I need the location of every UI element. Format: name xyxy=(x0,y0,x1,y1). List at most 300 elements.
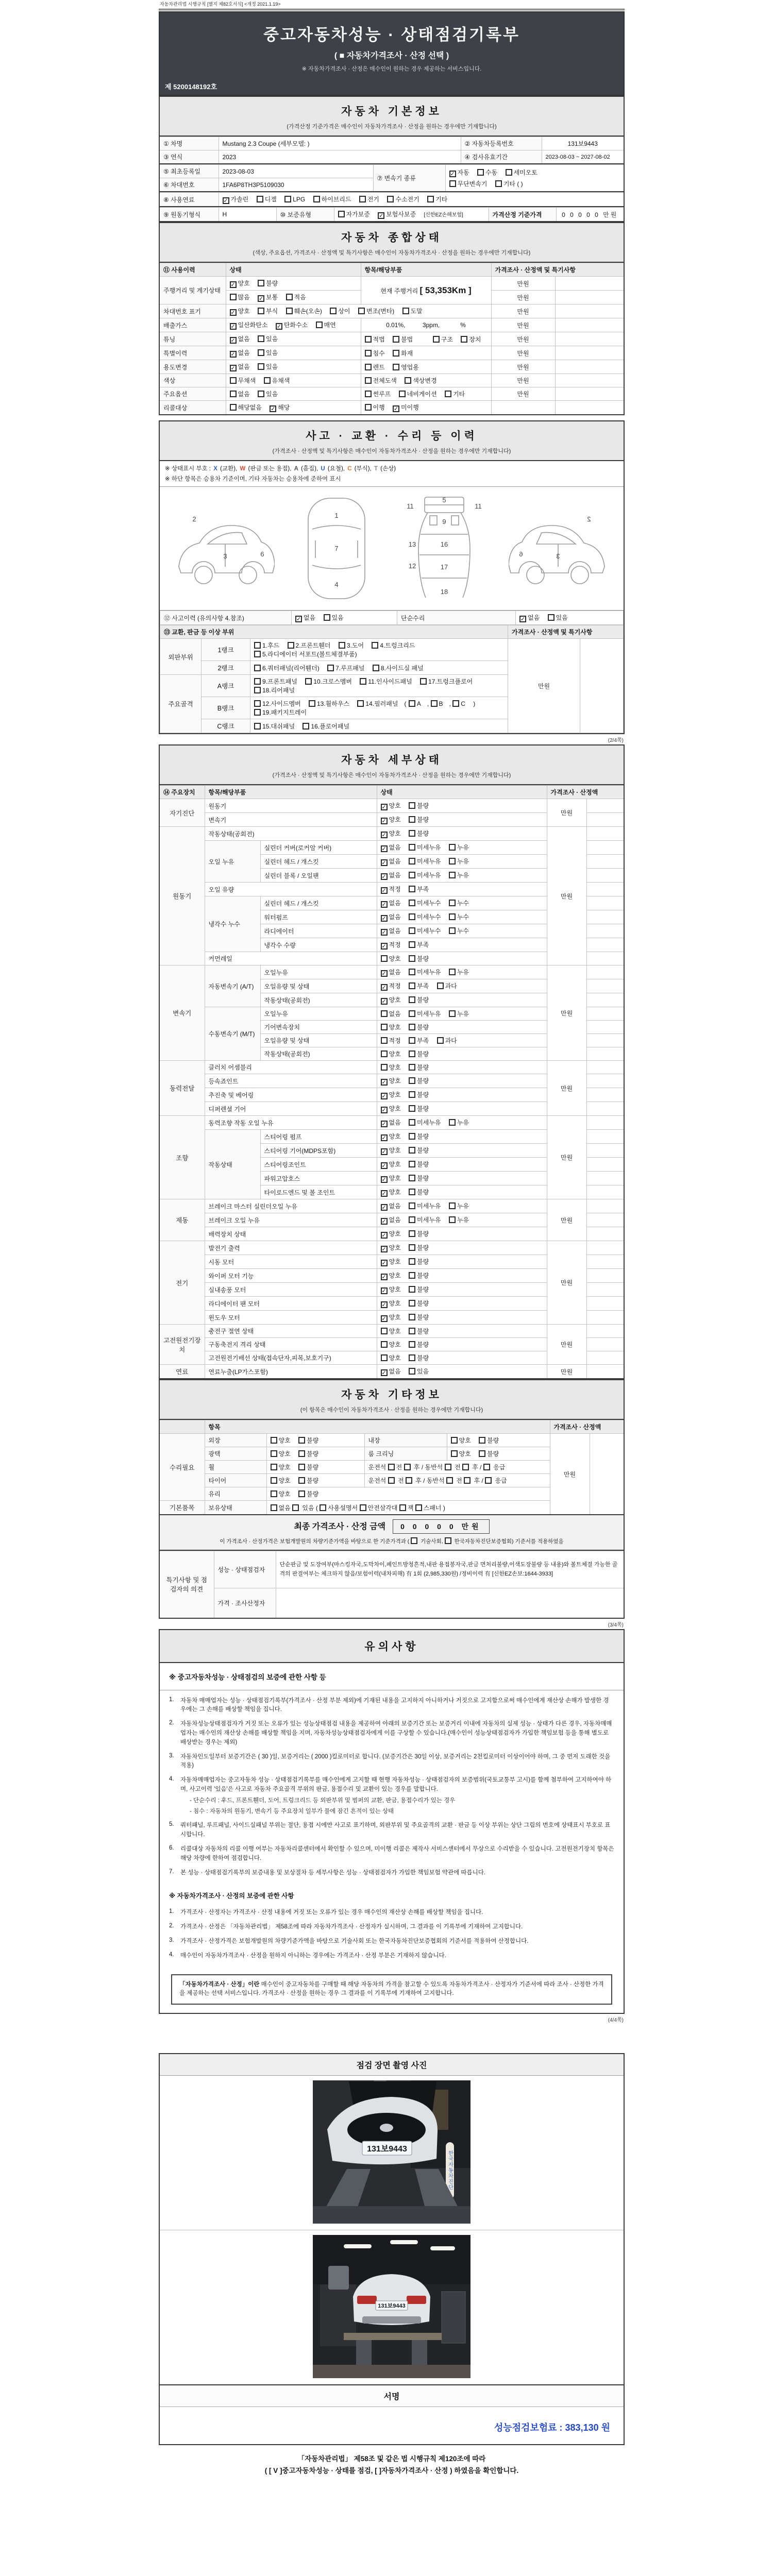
notices-subtitle-a: ※ 중고자동차성능 · 상태점검의 보증에 관한 사항 등 xyxy=(160,1663,624,1690)
checkbox-checked-icon: ✓ xyxy=(381,804,386,810)
option[interactable]: 불량 xyxy=(479,1450,499,1458)
detail-row: 구동축전지 격리 상태 양호 불량 xyxy=(159,1338,624,1351)
checked-option[interactable]: ✓ 양호 xyxy=(381,1077,401,1086)
notice-item: 4. 매수인이 자동차가격조사 · 산정을 원하지 아니하는 경우에는 가격조사 · 산정 부분은 기재하지 않습니다. xyxy=(169,1951,446,1959)
detail-row: 오일유량 및 상태 ✓ 적정 부족 과다 xyxy=(159,979,624,993)
checked-option[interactable]: ✓ 일산화탄소 xyxy=(230,321,268,330)
option[interactable]: 불량 xyxy=(298,1464,319,1471)
opinion-inspector-row: 특기사항 및 점검자의 의견 성능 · 상태점검자 단순판금 및 도장여부(마스킹자국,도막차이,페인트방청흔적,내판 용접봉자국,판금 면처리불량,이색도장불량 등 내용)와 볼트체결 가능한 골격의 판결여부는 체크하지 않음/보험이력(내차피해) 有 1회 (2,985,330원) /정비이력 有 [신한EZ손보:1644-3933] xyxy=(159,1551,624,1588)
checkbox-empty-icon xyxy=(271,1464,277,1470)
checkbox-empty-icon xyxy=(409,1077,415,1084)
option[interactable]: 3.도어 xyxy=(339,642,364,649)
checkbox-empty-icon xyxy=(464,1477,470,1484)
option[interactable]: 양호 xyxy=(381,1050,401,1058)
checked-option[interactable]: ✓ 양호 xyxy=(381,1314,401,1322)
option[interactable]: 8.사이드실 패널 xyxy=(373,665,424,672)
checkbox-empty-icon xyxy=(409,1189,415,1195)
option[interactable]: 상이 xyxy=(330,308,350,315)
checkbox-empty-icon xyxy=(409,1258,415,1265)
option[interactable]: 7.루프패널 xyxy=(327,665,365,672)
checkbox-empty-icon xyxy=(409,982,415,989)
option[interactable]: 불량 xyxy=(409,1024,429,1031)
basic-info-table-2 xyxy=(159,164,625,192)
option[interactable]: 누유 xyxy=(449,1202,469,1210)
checked-option[interactable]: ✓ 가솔린 xyxy=(223,196,249,204)
option[interactable]: 15.대쉬패널 xyxy=(254,723,295,730)
option[interactable]: 디젤 xyxy=(257,196,277,203)
option[interactable]: 수동 xyxy=(477,169,498,176)
option[interactable]: 양호 xyxy=(271,1450,291,1458)
option[interactable]: 양호 xyxy=(381,1328,401,1335)
option[interactable]: 누유 xyxy=(449,858,469,865)
option[interactable]: B xyxy=(431,700,444,707)
option[interactable]: 전기 xyxy=(359,196,380,203)
option[interactable]: LPG xyxy=(284,196,306,203)
option[interactable]: 부족 xyxy=(409,886,429,893)
checked-option[interactable]: ✓ 없음 xyxy=(381,913,401,922)
checkbox-empty-icon xyxy=(365,391,372,397)
checkbox-empty-icon xyxy=(365,350,372,357)
detail-row: 오일유량 및 상태 적정 부족 과다 xyxy=(159,1034,624,1047)
rank-row: 주요골격 A랭크 9.프론트패널 10.크로스멤버 11.인사이드패널 17.트렁크플로어 18.리어패널 xyxy=(160,675,624,697)
option[interactable]: 불량 xyxy=(409,1341,429,1348)
option[interactable]: 불량 xyxy=(409,1133,429,1140)
checked-option[interactable]: ✓ 양호 xyxy=(381,1286,401,1294)
option[interactable]: 양호 xyxy=(451,1437,472,1444)
option[interactable]: 불량 xyxy=(409,996,429,1004)
checked-option[interactable]: ✓ 없음 xyxy=(520,614,540,622)
detail-row: 변속기 자동변속기 (A/T) 오일누유 ✓ 없음 미세누유 누유 만원 xyxy=(159,965,624,979)
option[interactable]: 양호 xyxy=(381,1064,401,1071)
option[interactable]: 불량 xyxy=(409,1175,429,1182)
checkbox-checked-icon: ✓ xyxy=(381,888,386,894)
option[interactable]: 불량 xyxy=(409,1161,429,1168)
option[interactable]: 불량 xyxy=(409,1105,429,1112)
option[interactable]: 미세누유 xyxy=(409,858,441,865)
option[interactable]: 미세누유 xyxy=(409,1119,441,1126)
option[interactable]: 불량 xyxy=(409,1314,429,1321)
option[interactable]: 있음 xyxy=(324,614,344,621)
checkbox-checked-icon: ✓ xyxy=(394,406,399,412)
checked-option[interactable]: ✓ 양호 xyxy=(381,802,401,810)
checkbox-empty-icon xyxy=(449,1202,456,1209)
checkbox-empty-icon xyxy=(359,196,366,202)
checked-option[interactable]: ✓ 양호 xyxy=(381,1147,401,1155)
checked-option[interactable]: ✓ 없음 xyxy=(230,335,250,344)
checkbox-empty-icon xyxy=(309,700,315,707)
option[interactable]: 불량 xyxy=(409,1230,429,1238)
checked-option[interactable]: ✓ 양호 xyxy=(381,1175,401,1183)
detail-row: 전기 발전기 출력 ✓ 양호 불량 만원 xyxy=(159,1241,624,1255)
option[interactable]: 19.패키지트레이 xyxy=(254,709,307,716)
option[interactable]: 12.사이드멤버 xyxy=(254,700,301,707)
svg-text:6: 6 xyxy=(519,550,523,558)
legend-symbol: T xyxy=(374,466,378,472)
option[interactable]: 렌트 xyxy=(365,364,385,371)
checkbox-empty-icon xyxy=(409,1037,415,1044)
checked-option[interactable]: ✓ 양호 xyxy=(381,1244,401,1252)
option[interactable]: C xyxy=(452,700,466,707)
checkbox-empty-icon xyxy=(381,1328,388,1334)
checked-option[interactable]: ✓ 없음 xyxy=(381,1202,401,1211)
checked-option[interactable]: ✓ 양호 xyxy=(381,1258,401,1266)
checkbox-empty-icon xyxy=(381,1024,388,1030)
accident-row: ⑫ 사고이력 (유의사항 4.참조) ✓ 없음 있음 단순수리 ✓ 없음 있음 xyxy=(160,611,624,625)
checked-option[interactable]: ✓ 적정 xyxy=(381,886,401,894)
row-year: ③ 연식 2023 ④ 검사유효기간 2023-08-03 ~ 2027-08-02 xyxy=(159,150,624,164)
option[interactable]: 미세누유 xyxy=(409,969,441,976)
option[interactable]: 네비게이션 xyxy=(399,391,438,398)
option[interactable]: 누유 xyxy=(449,1119,469,1126)
option[interactable]: 화재 xyxy=(393,350,413,357)
overall-row-emission: 배출가스 ✓ 일산화탄소 ✓ 탄화수소 매연 0.01%, 3ppm, % 만원 xyxy=(159,318,624,332)
option[interactable]: 무단변속기 xyxy=(449,180,488,188)
option[interactable]: 영업용 xyxy=(393,364,419,371)
option[interactable]: 미세누수 xyxy=(409,927,441,935)
checkbox-empty-icon xyxy=(271,1477,277,1484)
option[interactable]: 수소전기 xyxy=(387,196,419,203)
option[interactable]: 기타 xyxy=(427,196,448,203)
document-title-band xyxy=(159,11,625,96)
option[interactable]: 4.트렁크리드 xyxy=(372,642,415,649)
checked-option[interactable]: ✓ 양호 xyxy=(381,1189,401,1197)
option[interactable]: 있음 xyxy=(548,614,568,621)
svg-text:3: 3 xyxy=(223,552,227,560)
option[interactable]: 6.쿼터패널(리어휀더) xyxy=(254,665,320,672)
option[interactable]: 불량 xyxy=(409,1272,429,1279)
detail-row: 연료 연료누출(LP가스포함) ✓ 없음 있음 만원 xyxy=(159,1365,624,1379)
checked-option[interactable]: ✓ 양호 xyxy=(381,1300,401,1308)
checked-option[interactable]: ✓ 양호 xyxy=(381,996,401,1005)
row-car-name: ① 차명 Mustang 2.3 Coupe (세부모델: ) ② 자동차등록번호 131보9443 xyxy=(159,137,624,150)
checkbox-empty-icon xyxy=(230,294,237,300)
option[interactable]: 부족 xyxy=(409,982,429,990)
checkbox-empty-icon xyxy=(230,377,237,384)
option[interactable]: 10.크로스멤버 xyxy=(305,678,352,685)
option[interactable]: 매연 xyxy=(316,321,337,329)
checkbox-checked-icon: ✓ xyxy=(381,818,386,824)
photo-front-svg xyxy=(313,2080,470,2224)
option[interactable]: 불량 xyxy=(409,1286,429,1293)
option[interactable]: 미세누유 xyxy=(409,1216,441,1224)
option[interactable]: 썬루프 xyxy=(365,391,392,398)
checkbox-empty-icon xyxy=(264,377,271,384)
checked-option[interactable]: ✓ 적정 xyxy=(381,982,401,991)
checked-option[interactable]: ✓ 없음 xyxy=(381,844,401,852)
option[interactable]: 불량 xyxy=(409,816,429,823)
status-symbol-legend: ※ 상태표시 부호 : X (교환), W (판금 또는 용접), A (흠집), U (요철), C (부식), T (손상) xyxy=(165,466,396,472)
checked-option[interactable]: ✓ 없음 xyxy=(381,969,401,977)
option[interactable]: 1.후드 xyxy=(254,642,280,649)
option[interactable]: 누수 xyxy=(449,913,469,921)
option[interactable]: 양호 xyxy=(271,1490,291,1498)
checkbox-checked-icon: ✓ xyxy=(381,1370,386,1376)
option[interactable]: 불량 xyxy=(409,1258,429,1265)
option[interactable]: 있음 xyxy=(258,335,278,343)
option[interactable]: 미세누유 xyxy=(409,872,441,879)
checkbox-checked-icon: ✓ xyxy=(259,296,264,302)
option[interactable]: 많음 xyxy=(230,294,250,301)
checked-option[interactable]: ✓ 없음 xyxy=(381,1119,401,1127)
checked-option[interactable]: ✓ 적정 xyxy=(381,941,401,950)
insurance-fee: 성능점검보험료 : 383,130 원 xyxy=(494,2422,610,2433)
checked-option[interactable]: ✓ 양호 xyxy=(381,1161,401,1169)
option[interactable]: 부족 xyxy=(409,1037,429,1044)
svg-text:17: 17 xyxy=(441,563,448,571)
rank-row: C랭크 15.대쉬패널 16.플로어패널 xyxy=(160,719,624,733)
option[interactable]: 누유 xyxy=(449,872,469,879)
checked-option[interactable]: ✓ 해당 xyxy=(271,404,290,412)
option[interactable]: 양호 xyxy=(451,1450,472,1458)
checkbox-empty-icon xyxy=(409,1368,415,1375)
accident-history-box xyxy=(159,461,625,734)
option[interactable]: 구조 xyxy=(433,336,453,343)
option[interactable]: 양호 xyxy=(381,1354,401,1362)
option[interactable]: 색상변경 xyxy=(405,377,437,384)
option[interactable]: 누유 xyxy=(449,844,469,851)
option[interactable]: 불량 xyxy=(258,280,278,287)
option[interactable]: 없음 xyxy=(230,391,250,398)
checked-option[interactable]: ✓ 양호 xyxy=(381,1091,401,1099)
option[interactable]: 유채색 xyxy=(264,377,291,384)
option[interactable]: 9.프론트패널 xyxy=(254,678,298,685)
checkbox-empty-icon xyxy=(381,1064,388,1071)
option[interactable]: 누유 xyxy=(449,969,469,976)
checked-option[interactable]: ✓ 없음 xyxy=(381,1216,401,1225)
option[interactable]: 불량 xyxy=(409,1244,429,1251)
detail-row: 시동 모터 ✓ 양호 불량 xyxy=(159,1255,624,1269)
checkbox-empty-icon xyxy=(409,996,415,1003)
detail-row: 냉각수 수량 ✓ 적정 부족 xyxy=(159,938,624,952)
option[interactable]: A xyxy=(409,700,422,707)
checked-option[interactable]: ✓ 없음 xyxy=(381,872,401,880)
option[interactable]: 불량 xyxy=(409,1147,429,1154)
option[interactable]: 불량 xyxy=(409,802,429,809)
checked-option[interactable]: ✓ 보험사보증 xyxy=(379,211,416,219)
option[interactable]: 13.휠하우스 xyxy=(309,700,350,707)
checked-option[interactable]: ✓ 없음 xyxy=(381,927,401,936)
option[interactable]: 적법 xyxy=(365,336,385,343)
inspection-valid-value: 2023-08-03 ~ 2027-08-02 xyxy=(542,150,624,164)
option[interactable]: 18.리어패널 xyxy=(254,687,295,694)
detail-row: 배력장치 상태 ✓ 양호 불량 xyxy=(159,1227,624,1241)
option[interactable]: 불량 xyxy=(479,1437,499,1444)
option[interactable]: 없음 xyxy=(381,1010,401,1018)
checkbox-empty-icon xyxy=(409,1147,415,1154)
checkbox-empty-icon xyxy=(409,886,415,892)
checkbox-empty-icon xyxy=(485,1477,492,1484)
option[interactable]: 11.인사이드패널 xyxy=(360,678,412,685)
checkbox-empty-icon xyxy=(409,1216,415,1223)
checkbox-checked-icon: ✓ xyxy=(381,1177,386,1183)
checked-option[interactable]: ✓ 없음 xyxy=(230,363,250,371)
document-number: 제 5200148192호 xyxy=(165,83,217,91)
option[interactable]: 있음 xyxy=(258,349,278,357)
checkbox-empty-icon xyxy=(365,364,372,370)
base-price-value: 0 0 0 0 0 만원 xyxy=(556,208,624,222)
checked-option[interactable]: ✓ 양호 xyxy=(381,1105,401,1113)
detail-row: 작동상태(공회전) 양호 불량 xyxy=(159,1047,624,1061)
option[interactable]: 해당없음 xyxy=(230,404,262,411)
option[interactable]: 과다 xyxy=(437,1037,458,1044)
option[interactable]: 부식 xyxy=(258,308,278,315)
option[interactable]: 불법 xyxy=(393,336,413,343)
checkbox-empty-icon xyxy=(372,642,378,649)
svg-text:16: 16 xyxy=(441,540,448,548)
option[interactable]: 침수 xyxy=(365,350,385,357)
notices-header: 유의사항 xyxy=(159,1629,625,1663)
option[interactable]: 자가보증 xyxy=(338,211,371,218)
checkbox-checked-icon: ✓ xyxy=(520,616,526,622)
option[interactable]: 미세누유 xyxy=(409,1010,441,1018)
checkbox-empty-icon xyxy=(409,941,415,948)
option[interactable]: 불량 xyxy=(298,1477,319,1484)
option[interactable]: 장치 xyxy=(461,336,481,343)
option[interactable]: 부족 xyxy=(409,941,429,948)
checkbox-empty-icon xyxy=(451,1437,458,1444)
option[interactable]: 양호 xyxy=(271,1477,291,1484)
option[interactable]: 세미오토 xyxy=(506,169,538,176)
option[interactable]: 양호 xyxy=(271,1437,291,1444)
car-name-value: Mustang 2.3 Coupe (세부모델: ) xyxy=(219,137,461,150)
signature-label: 서명 xyxy=(160,2385,624,2407)
option[interactable]: 누유 xyxy=(449,1010,469,1018)
checked-option[interactable]: ✓ 없음 xyxy=(381,858,401,866)
option[interactable]: 이행 xyxy=(365,404,385,411)
checked-option[interactable]: ✓ 탄화수소 xyxy=(276,321,308,330)
option[interactable]: 14.필러패널 xyxy=(357,700,398,707)
checkbox-checked-icon: ✓ xyxy=(381,1274,386,1280)
option[interactable]: 누수 xyxy=(449,900,469,907)
option[interactable]: 불량 xyxy=(409,1064,429,1071)
checked-option[interactable]: ✓ 양호 xyxy=(381,816,401,824)
detail-condition-table xyxy=(159,785,625,1379)
option[interactable]: 적정 xyxy=(381,1037,401,1044)
checkbox-empty-icon xyxy=(324,614,330,621)
option[interactable]: 불량 xyxy=(409,1091,429,1098)
option[interactable]: 누수 xyxy=(449,927,469,935)
checkbox-empty-icon xyxy=(298,1437,305,1444)
checked-option[interactable]: ✓ 양호 xyxy=(381,830,401,838)
option[interactable]: 16.플로어패널 xyxy=(303,723,350,730)
option[interactable]: 2.프론트휀더 xyxy=(288,642,331,649)
checked-option[interactable]: ✓ 자동 xyxy=(450,169,469,177)
option[interactable]: 미세누수 xyxy=(409,900,441,907)
checkbox-checked-icon: ✓ xyxy=(381,1121,386,1127)
option[interactable]: 불량 xyxy=(298,1490,319,1498)
checkbox-empty-icon xyxy=(393,336,399,343)
option[interactable]: 양호 xyxy=(381,955,401,962)
option[interactable]: 불량 xyxy=(409,955,429,962)
checked-option[interactable]: ✓ 미이행 xyxy=(394,404,419,412)
checkbox-checked-icon: ✓ xyxy=(381,1302,386,1308)
checkbox-checked-icon: ✓ xyxy=(296,616,301,622)
checkbox-empty-icon xyxy=(254,709,261,716)
checked-option[interactable]: ✓ 양호 xyxy=(230,280,250,288)
option[interactable]: 기타 ( ) xyxy=(495,180,524,188)
checkbox-empty-icon xyxy=(449,1010,456,1017)
fuel-options xyxy=(219,193,624,207)
checkbox-empty-icon xyxy=(360,1504,366,1511)
option[interactable]: 불량 xyxy=(298,1437,319,1444)
option[interactable]: 불량 xyxy=(298,1450,319,1458)
checkbox-checked-icon: ✓ xyxy=(381,1107,386,1113)
checkbox-checked-icon: ✓ xyxy=(381,971,386,977)
option[interactable]: 불량 xyxy=(409,1328,429,1335)
option[interactable]: 하이브리드 xyxy=(313,196,352,203)
checked-option[interactable]: ✓ 양호 xyxy=(381,1133,401,1141)
checked-option[interactable]: ✓ 없음 xyxy=(381,900,401,908)
option[interactable]: 있음 xyxy=(258,363,278,370)
option[interactable]: 양호 xyxy=(381,1024,401,1031)
option[interactable]: 양호 xyxy=(381,1341,401,1348)
option[interactable]: 불량 xyxy=(409,1300,429,1307)
checkbox-empty-icon xyxy=(402,308,409,314)
detail-row: 커먼레일 양호 불량 xyxy=(159,952,624,965)
svg-text:13: 13 xyxy=(409,540,416,548)
checked-option[interactable]: ✓ 양호 xyxy=(381,1230,401,1239)
overall-condition-header: 자동차 종합상태 (색상, 주요옵션, 가격조사 · 산정액 및 특기사항은 매수인이 자동차가격조사 · 산정을 원하는 경우에만 기재합니다) xyxy=(159,222,625,263)
detail-row: 추진축 및 베어링 ✓ 양호 불량 xyxy=(159,1088,624,1102)
option[interactable]: 불량 xyxy=(409,1189,429,1196)
option[interactable]: 5.라디에이터 서포트(볼트체결부품) xyxy=(254,651,358,658)
option[interactable]: 불량 xyxy=(409,1050,429,1058)
option[interactable]: 기타 xyxy=(445,391,465,398)
checkbox-checked-icon: ✓ xyxy=(381,846,386,852)
checkbox-empty-icon xyxy=(257,196,263,202)
option[interactable]: 불량 xyxy=(409,1354,429,1362)
option[interactable]: 있음 xyxy=(409,1368,429,1375)
notice-item: 5. 쿼터패널, 루프패널, 사이드실패널 부위는 절단, 용접 시에만 사고로 표기하며, 외판부위 및 주요골격의 교환 · 판금 등 이상 부위는 상단 그림의 번호에 상태표시 부호로 표시합니다. xyxy=(169,1821,611,1838)
legend-symbol: A xyxy=(294,466,298,472)
checked-option[interactable]: ✓ 양호 xyxy=(230,308,250,316)
checkbox-empty-icon xyxy=(409,858,415,865)
checkbox-empty-icon xyxy=(409,1091,415,1098)
option[interactable]: 도말 xyxy=(402,308,423,315)
checkbox-empty-icon xyxy=(409,1105,415,1112)
option[interactable]: 17.트렁크플로어 xyxy=(420,678,473,685)
option[interactable]: 훼손(오손) xyxy=(286,308,323,315)
checkbox-empty-icon xyxy=(327,665,334,671)
option[interactable]: 전체도색 xyxy=(365,377,397,384)
checked-option[interactable]: ✓ 없음 xyxy=(230,349,250,358)
option[interactable]: 과다 xyxy=(437,982,458,990)
option[interactable]: 미세누수 xyxy=(409,913,441,921)
option[interactable]: 있음 xyxy=(258,391,278,398)
diagram-side-left xyxy=(172,495,275,603)
checkbox-checked-icon: ✓ xyxy=(223,198,228,204)
option[interactable]: 누유 xyxy=(449,1216,469,1224)
option[interactable]: 양호 xyxy=(271,1464,291,1471)
engine-type-value: H xyxy=(219,208,276,222)
checked-option[interactable]: ✓ 양호 xyxy=(381,1272,401,1280)
detail-row: 파워고압호스 ✓ 양호 불량 xyxy=(159,1172,624,1185)
option[interactable]: 무채색 xyxy=(230,377,257,384)
option[interactable]: 적음 xyxy=(286,294,307,301)
svg-text:6: 6 xyxy=(260,550,264,558)
option[interactable]: 불량 xyxy=(409,1077,429,1084)
option[interactable]: 미세누유 xyxy=(409,1202,441,1210)
option[interactable]: 불량 xyxy=(409,830,429,837)
svg-text:11: 11 xyxy=(407,502,414,510)
option[interactable]: 변조(변타) xyxy=(358,308,395,315)
option[interactable]: 미세누유 xyxy=(409,844,441,851)
price-survey-option: ( ■ 자동차가격조사 · 산정 선택 ) xyxy=(334,52,449,60)
checked-option[interactable]: ✓ 없음 xyxy=(381,1368,401,1376)
checked-option[interactable]: ✓ 보통 xyxy=(259,294,278,302)
checkbox-empty-icon xyxy=(409,1328,415,1334)
checked-option[interactable]: ✓ 없음 xyxy=(296,614,316,622)
